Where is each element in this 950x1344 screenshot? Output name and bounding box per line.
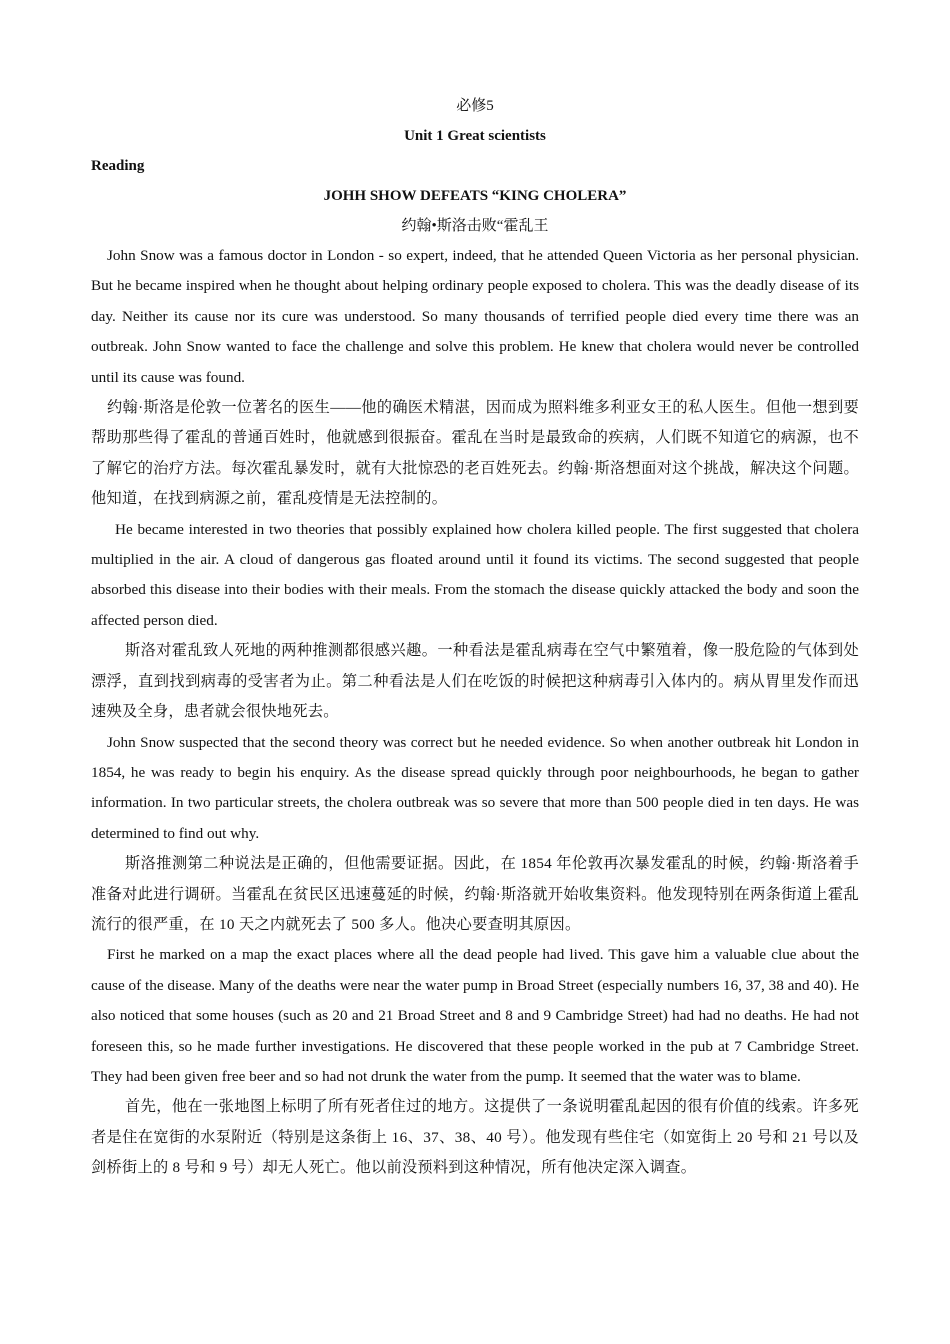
section-heading: Reading — [91, 158, 145, 174]
paragraph-en-4: First he marked on a map the exact places where all the dead people had lived. This gave him a valuable clue about the cause of the disease. Many of the deaths were near the water pump in Broad Street (especially numbers 16, 37, 38 and 40). He also noticed that some houses (such as 20 and 21 Broad Street and 8 and 9 Cambridge Street) had had no deaths. He had not foreseen this, so he made further investigations. He discovered that these people worked in the pub at 7 Cambridge Street. They had been given free beer and so had not drunk the water from the pump. It seemed that the water was to blame. — [91, 946, 859, 1085]
paragraph-zh-3: 斯洛推测第二种说法是正确的，但他需要证据。因此，在 1854 年伦敦再次暴发霍乱的时候，约翰·斯洛着手准备对此进行调研。当霍乱在贫民区迅速蔓延的时候，约翰·斯洛就开始收集资料。他发现特别在两条街道上霍乱流行的很严重，在 10 天之内就死去了 500 多人。他决心要查明其原因。 — [91, 855, 859, 933]
paragraph-en-3: John Snow suspected that the second theory was correct but he needed evidence. So when another outbreak hit London in 1854, he was ready to begin his enquiry. As the disease spread quickly through poor neighbourhoods, he began to gather information. In two particular streets, the cholera outbreak was so severe that more than 500 people died in ten days. He was determined to find out why. — [91, 733, 859, 842]
article-subtitle: 约翰•斯洛击败“霍乱王 — [401, 218, 549, 234]
paragraph-en-2: He became interested in two theories that possibly explained how cholera killed people. The first suggested that cholera multiplied in the air. A cloud of dangerous gas floated around until it found its victims. The second suggested that people absorbed this disease into their bodies with their meals. From the stomach the disease quickly attacked the body and soon the affected person died. — [91, 520, 859, 629]
article-title: JOHH SHOW DEFEATS “KING CHOLERA” — [323, 188, 627, 204]
paragraph-zh-1: 约翰·斯洛是伦敦一位著名的医生——他的确医术精湛，因而成为照料维多利亚女王的私人医生。但他一想到要帮助那些得了霍乱的普通百姓时，他就感到很振奋。霍乱在当时是最致命的疾病，人们既不知道它的病源，也不了解它的治疗方法。每次霍乱暴发时，就有大批惊恐的老百姓死去。约翰·斯洛想面对这个挑战，解决这个问题。他知道，在找到病源之前，霍乱疫情是无法控制的。 — [91, 399, 859, 508]
book-label: 必修5 — [456, 98, 494, 114]
paragraph-zh-2: 斯洛对霍乱致人死地的两种推测都很感兴趣。一种看法是霍乱病毒在空气中繁殖着，像一股危险的气体到处漂浮，直到找到病毒的受害者为止。第二种看法是人们在吃饭的时候把这种病毒引入体内的。病从胃里发作而迅速殃及全身，患者就会很快地死去。 — [91, 642, 859, 721]
paragraph-en-1: John Snow was a famous doctor in London - so expert, indeed, that he attended Queen Victoria as her personal physician. But he became inspired when he thought about helping ordinary people exposed to cholera. This was the deadly disease of its day. Neither its cause nor its cure was understood. So many thousands of terrified people died every time there was an outbreak. John Snow wanted to face the challenge and solve this problem. He knew that cholera would never be controlled until its cause was found. — [91, 247, 859, 386]
document-page — [91, 86, 859, 1184]
paragraph-zh-4: 首先，他在一张地图上标明了所有死者住过的地方。这提供了一条说明霍乱起因的很有价值的线索。许多死者是住在宽街的水泵附近（特别是这条街上 16、37、38、40 号）。他发现有些住宅（如宽街上 20 号和 21 号以及剑桥街上的 8 号和 9 号）却无人死亡。他以前没预料到这种情况，所有他决定深入调查。 — [91, 1098, 859, 1177]
unit-title: Unit 1 Great scientists — [404, 128, 546, 144]
